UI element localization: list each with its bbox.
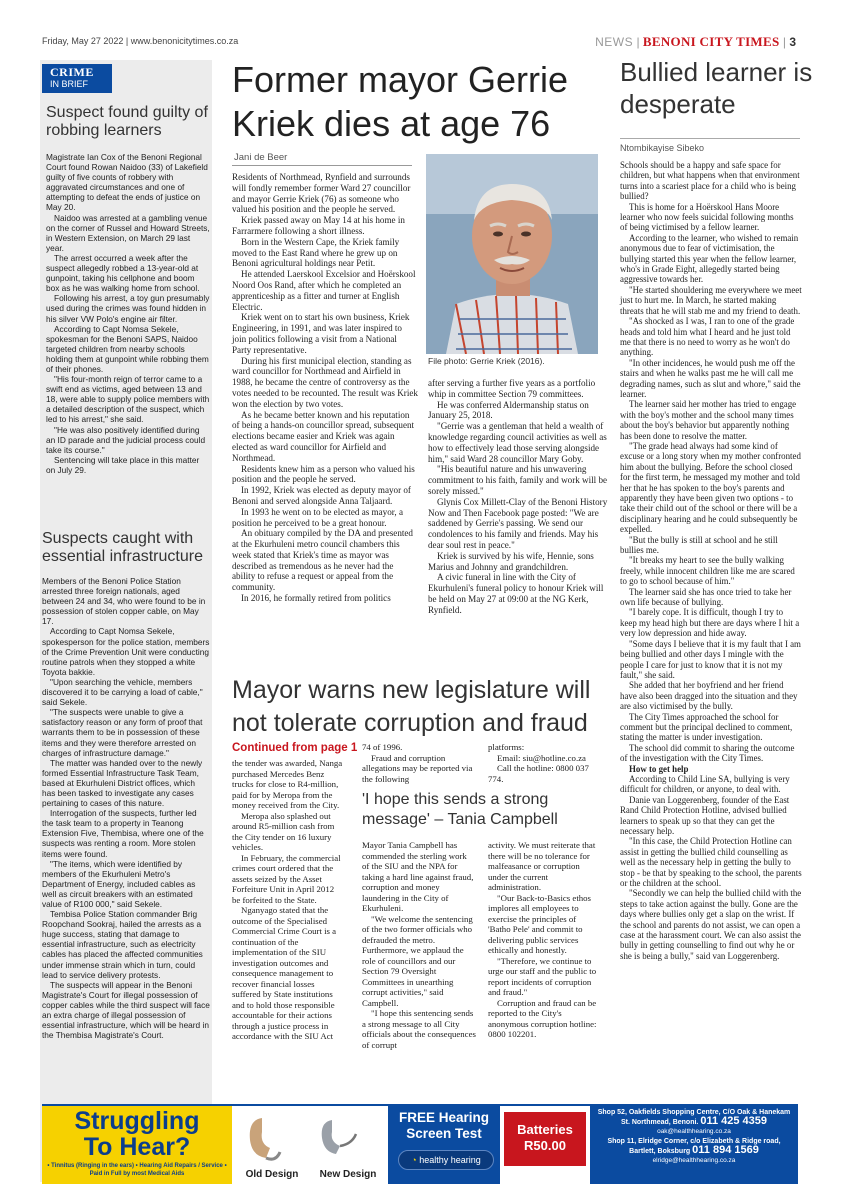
ad-branch-1 (590, 1106, 798, 1136)
batteries-label: Batteries (517, 1122, 573, 1137)
paragraph: In 1992, Kriek was elected as deputy mayor of Benoni and served alongside Anna Taljaard. (232, 485, 411, 506)
paragraph: The matter was handed over to the newly formed Essential Infrastructure Task Team, based at Ekurhuleni District offices, which has been tasked to investigate any cases pertaining to cases of this nature. (42, 757, 203, 809)
paragraph: Kriek passed away on May 14 at his home in Farrarmere following a short illness. (232, 215, 405, 236)
paragraph: A civic funeral in line with the City of Ekurhuleni's funeral policy to honour Kriek will be held on May 27 at 09:00 at the NG Kerk, Rynfield. (428, 572, 604, 615)
healthy-hearing-logo (398, 1150, 494, 1170)
paragraph: "He was also positively identified during an ID parade and the judicial process could take its course." (46, 424, 206, 455)
campbell-col2 (488, 840, 600, 1040)
paragraph: Nganyago stated that the outcome of the Specialised Commercial Crime Court is a continuation of the implementation of the SIU investigation outcomes and consequence management to recover financial losses suffered by State institutions and to hold those responsible accountable for their actions through a justice process in accordance with the SIU Act (232, 905, 337, 1041)
ad-branch-2 (590, 1136, 798, 1165)
hearing-aids-illustration (240, 1108, 380, 1168)
paragraph: activity. We must reiterate that there will be no tolerance for malfeasance or corruption under the current administration. (488, 840, 596, 892)
branch1-address-text: Shop 52, Oakfields Shopping Centre, C/O Oak & Hanekam St. Northmead, Benoni. (597, 1109, 791, 1126)
crime-story2-body (42, 576, 210, 1040)
main-byline: Jani de Beer (234, 152, 288, 163)
paragraph: He attended Laerskool Excelsior and Hoërskool Noord Oos Rand, after which he completed an apprenticeship as a fitter and turner at English Electric. (232, 269, 416, 312)
paragraph: 74 of 1996. (362, 742, 403, 752)
paragraph: In 2016, he formally retired from politics (241, 593, 391, 604)
page-number: 3 (789, 35, 796, 49)
main-headline: Former mayor Gerrie Kriek dies at age 76 (232, 59, 569, 144)
paragraph: "But the bully is still at school and he still bullies me. (620, 534, 778, 556)
paragraph: "In other incidences, he would push me off the stairs and when he walks past me he will call me degrading names, such as slut and whore," said the learner. (620, 357, 801, 399)
paragraph: According to Capt Nomsa Sekele, spokesperson for the police station, members of the Crime Prevention Unit were conducting routine patrols when they stopped a white Toyota bakkie. (42, 626, 210, 677)
paragraph: The school did commit to sharing the outcome of the investigation with the City Times. (620, 742, 795, 764)
branch2-phone[interactable]: 011 894 1569 (692, 1144, 759, 1156)
header-masthead: NEWS | BENONI CITY TIMES | 3 (595, 34, 796, 49)
branch1-email[interactable]: oak@healthhearing.co.za (657, 1128, 731, 1135)
ad-free-line2: Screen Test (406, 1126, 482, 1141)
paragraph: Meropa also splashed out around R5-million cash from the City tender on 16 luxury vehicles. (232, 810, 335, 852)
paragraph: Born in the Western Cape, the Kriek family moved to the East Rand where he grew up on Benoni agricultural holdings near Petit. (232, 236, 400, 269)
branch2-email[interactable]: elridge@healthhearing.co.za (652, 1157, 736, 1164)
paragraph: Glynis Cox Millett-Clay of the Benoni History Now and Then Facebook page posted: "We are saddened by Gerrie's passing. We send our condolences to his family and friends. May his dear soul rest in peace." (428, 496, 608, 550)
ad-tagline: • Tinnitus (Ringing in the ears) • Hearing Aid Repairs / Service • Paid in Full by most Medical Aids (47, 1163, 227, 1177)
paragraph: The suspects will appear in the Benoni Magistrate's Court for illegal possession of copper cables while the third suspect will face an extra charge of illegal possession of essential infrastructure, which will be heard in the Thembisa Magistrate's Court. (42, 979, 210, 1041)
paragraph: "I barely cope. It is difficult, though I try to keep my head high but there are days where I hit a very low depression and hide away. (620, 607, 800, 639)
paragraph: The City Times approached the school for comment but the principal declined to comment, stating the matter is under investigation. (620, 711, 793, 743)
paragraph: "We welcome the sentencing of the two former officials who defrauded the metro. Furthermore, we applaud the role of councillors and our Section 79 Oversight Committees in unearthing corrupt activities," said Campbell. (362, 913, 473, 1008)
bullied-byline: Ntombikayise Sibeko (620, 143, 705, 153)
ad-title (42, 1108, 232, 1160)
paragraph: "Some days I believe that it is my fault that I am being bullied and other days I mingle with the people I care for just to know that it is not my fault," she said. (620, 638, 801, 680)
paragraph: The learner said she has once tried to take her own life because of bullying. (620, 586, 792, 608)
branch2-address-text: Shop 11, Elridge Corner, c/o Elizabeth & Ridge road, Bartlett, Boksburg (607, 1138, 781, 1155)
mayor-col3 (488, 742, 600, 784)
campbell-headline: 'I hope this sends a strong message' – Tania Campbell (362, 791, 558, 828)
ad-old-design: Old Design (245, 1169, 299, 1180)
section-label: NEWS (595, 35, 634, 49)
paragraph: Kriek went on to start his own business, Kriek Engineering, in 1991, and was later inspired to join politics following a visit from a National Party representative. (232, 312, 410, 355)
crime-story1-body (46, 152, 210, 475)
branch1-address (596, 1108, 792, 1127)
paragraph: "As shocked as I was, I ran to one of the grade heads and told him what I heard and he just told me that there is no need to worry as he won't do anything. (620, 316, 795, 358)
paragraph: Residents of Northmead, Rynfield and surrounds will fondly remember former Ward 27 councillor and mayor Gerrie Kriek (76) as someone who valued his position and the people he served. (232, 172, 411, 215)
branch2-address (596, 1137, 792, 1156)
paragraph: This is home for a Hoërskool Hans Moore learner who now feels suicidal following months of being victimised by a fellow learner. (620, 201, 794, 233)
paragraph: Corruption and fraud can be reported to the City's anonymous corruption hotline: 0800 102201. (488, 997, 597, 1039)
ad-free-line1: FREE Hearing (398, 1110, 490, 1125)
hotline-phone: Call the hotline: 0800 037 774. (488, 763, 589, 784)
paragraph: Danie van Loggerenberg, founder of the East Rand Child Protection Hotline, advised bullied learners to speak up so that they can get the necessary help. (620, 794, 790, 836)
batteries-price: R50.00 (524, 1138, 566, 1153)
bullied-paragraphs (620, 160, 802, 961)
logo-text: healthy hearing (419, 1155, 481, 1165)
crime-story2-title: Suspects caught with essential infrastructure (42, 530, 203, 565)
paragraph: "It breaks my heart to see the bully walking freely, while innocent children like me are scared to go to school because of him." (620, 555, 795, 587)
paragraph: the tender was awarded, Nanga purchased Mercedes Benz trucks for close to R4-million, paid for by Meropa from the money received from the City. (232, 758, 343, 810)
crime-tag-title: CRIME (50, 65, 94, 79)
subhead: How to get help (629, 763, 689, 774)
paragraph: Fraud and corruption allegations may be reported via the following (362, 752, 473, 784)
paragraph: She added that her boyfriend and her friend have also been dragged into the situation and they are also victimised by the bully. (620, 680, 798, 712)
paragraph: "His beautiful nature and his unwavering commitment to his faith, family and work will be sorely missed." (428, 464, 608, 496)
hearing-aid-icon (240, 1108, 380, 1168)
paragraph: "Therefore, we continue to urge our staff and the public to report incidents of corruption and fraud." (488, 955, 597, 997)
paragraph: Magistrate Ian Cox of the Benoni Regional Court found Rowan Naidoo (33) of Lakefield guilty of five counts of robbery with aggravated circumstances and one of attempting to defeat the ends of justice on May 20. (46, 152, 208, 213)
paragraph: platforms: (488, 742, 525, 752)
ad-title-line2: To Hear? (83, 1133, 191, 1161)
paragraph: In 1993 he went on to be elected as mayor, a position he perceived to be a great honour. (232, 506, 404, 528)
paragraph: "Our Back-to-Basics ethos implores all employees to exercise the principles of 'Batho Pele' and commit to delivering public services ethically and honestly. (488, 892, 591, 955)
paragraph: Residents knew him as a person who valued his position and the people he served. (232, 463, 415, 485)
continued-label: Continued from page 1 (232, 742, 358, 754)
paragraph: Schools should be a happy and safe space for children, but what happens when that environment turns into a scariest place for a child who is being bullied? (620, 160, 800, 202)
paragraph: Members of the Benoni Police Station arrested three foreign nationals, aged between 24 and 34, who were found to be in possession of stolen copper cable, on May 17. (42, 576, 206, 627)
paragraph: "The suspects were unable to give a satisfactory reason or any form of proof that warrants them to be in possession of these items and they were therefore arrested on charges of infrastructure damage." (42, 707, 203, 758)
paragraph: "In this case, the Child Protection Hotline can assist in getting the bullied child counselling as well as the necessary help in getting the bully to stop - be that by speaking to the school, the parents or the children at the school. (620, 836, 802, 889)
branch1-phone[interactable]: 011 425 4359 (700, 1115, 768, 1127)
paragraph: "The items, which were identified by members of the Ekurhuleni Metro's Department of Energy, included cables as well as circuit breakers with an estimated value of R100 000," said Sekele. (42, 858, 196, 909)
paragraph: "I hope this sentencing sends a strong message to all City officials about the consequences of corrupt (362, 1008, 476, 1050)
paragraph: Mayor Tania Campbell has commended the sterling work of the SIU and the NPA for taking a hard line against fraud, corruption and money laundering in the City of Ekurhuleni. (362, 840, 474, 913)
main-col2 (428, 378, 608, 616)
divider (232, 165, 412, 166)
paragraph: Following his arrest, a toy gun presumably used during the crimes was found hidden in his silver VW Polo's engine air filter. (46, 293, 210, 324)
ear-icon: ◔ (411, 1155, 420, 1165)
crime-tag (42, 64, 112, 93)
mayor-headline: Mayor warns new legislature will not tolerate corruption and fraud (232, 676, 591, 737)
paragraph: As he became better known and his reputation of being a hands-on councillor spread, subsequent elections became easier and Kriek was again elected as ward councillor for Airfield and Northmead. (232, 409, 415, 463)
divider (620, 138, 800, 139)
paragraph: Kriek is survived by his wife, Hennie, sons Marius and Johnny and grandchildren. (428, 550, 594, 572)
ad-title-line1: Struggling (74, 1107, 200, 1135)
paragraph: Tembisa Police Station commander Brig Roopchand Sookraj, hailed the arrests as a huge success, stating that damage to essential infrastructure, such as electricity cables has placed the affected communities under immense strain which in turn, could lead to service delivery protests. (42, 909, 203, 980)
bullied-headline: Bullied learner is desperate (620, 57, 813, 119)
paragraph: The arrest occurred a week after the suspect allegedly robbed a 13-year-old at gunpoint, taking his cellphone and boom box as he was walking home from school. (46, 252, 200, 294)
paragraph: According to the learner, who wished to remain anonymous due to fear of victimisation, the bullying started this year when the fellow learner, who's in Grade Eight, allegedly started being aggressive towards her. (620, 232, 799, 285)
mayor-col2 (362, 742, 474, 784)
paragraph: During his first municipal election, standing as ward councillor for Northmead and Airfield in 1988, he became the centre of controversy as the votes needed to be recounted. The result was Kriek won the election by two votes. (232, 355, 418, 409)
paragraph: Naidoo was arrested at a gambling venue on the corner of Russel and Howard Streets, in Western Extension, on March 29 last year. (46, 212, 210, 253)
ad-free-test (388, 1110, 500, 1142)
paragraph: Sentencing will take place in this matter on July 29. (46, 454, 200, 475)
paragraph: after serving a further five years as a portfolio whip in committee Section 79 committees. (428, 378, 596, 399)
crime-story1-title: Suspect found guilty of robbing learners (46, 104, 208, 139)
paragraph: According to Capt Nomsa Sekele, spokesman for the Benoni SAPS, Naidoo targeted children from nearby schools holding them at gunpoint while robbing them of their phones. (46, 323, 209, 374)
paragraph: An obituary compiled by the DA and presented at the Ekurhuleni metro council chambers this week stated that Kriek's time as mayor was described as tremendous as he never had the ability to refuse a request or appeal from the community. (232, 528, 413, 593)
main-col1 (232, 172, 418, 604)
paragraph: "Secondly we can help the bullied child with the steps to take action against the bully. Gone are the days where bullies only get a slap on the wrist. If the school and parents do not assist, we can open a case at the harassment court. We can also assist the bully in getting counselling to find out why he or she is being a bully," said van Loggerenberg. (620, 888, 802, 961)
ad-batteries (504, 1112, 586, 1166)
mayor-col1 (232, 758, 344, 1042)
gerrie-kriek-photo (426, 154, 598, 354)
paragraph: "The grade head always had some kind of excuse or a long story when my mother confronted him about the bullying. Before the school closed for the first term, he messaged my mother and told her that he has spoken to the boy's parents and apparently they have been given two options - to take their child out of the school or there will be a disciplinary hearing and he could subsequently be expelled. (620, 440, 801, 535)
ad-new-design: New Design (319, 1169, 377, 1180)
paragraph: According to Child Line SA, bullying is very difficult for children, or anyone, to deal with. (620, 773, 790, 795)
portrait-illustration (426, 154, 598, 354)
hotline-email: Email: siu@hotline.co.za (497, 752, 586, 763)
paragraph: The learner said her mother has tried to engage with the boy's mother and the school many times about the boy's behavior but apparently nothing has been done to resolve the matter. (620, 399, 797, 441)
paper-name: BENONI CITY TIMES (642, 34, 780, 49)
paragraph: Interrogation of the suspects, further led the task team to a property in Teanong Extension Five, Thembisa, where one of the suspects was renting a room. More stolen items were found. (42, 808, 204, 859)
paragraph: "He started shouldering me everywhere we meet just to hurt me. In March, he started making threats that he will stab me and my friend to death. (620, 284, 802, 316)
paragraph: He was conferred Aldermanship status on January 25, 2018. (428, 399, 589, 421)
header-date-site: Friday, May 27 2022 | www.benonicitytimes.co.za (42, 36, 239, 46)
paragraph: "His four-month reign of terror came to a swift end as victims, aged between 13 and 18, were able to supply police members with a detailed description of the suspect, which led to his arrest," she said. (46, 374, 210, 425)
paragraph: "Upon searching the vehicle, members discovered it to be carrying a load of cable," said Sekele. (42, 676, 203, 708)
ad-contact-panel (590, 1106, 798, 1184)
photo-caption: File photo: Gerrie Kriek (2016). (428, 356, 545, 366)
bullied-body (620, 160, 802, 961)
paragraph: "Gerrie was a gentleman that held a wealth of knowledge regarding council activities as well as how to effectively lead those serving alongside him," said Ward 28 councillor Mary Goby. (428, 421, 607, 464)
paragraph: In February, the commercial crimes court ordered that the assets seized by the Asset Forfeiture Unit in April 2012 be forfeited to the State. (232, 852, 341, 905)
crime-tag-subtitle: IN BRIEF (50, 79, 89, 89)
campbell-col1 (362, 840, 476, 1050)
